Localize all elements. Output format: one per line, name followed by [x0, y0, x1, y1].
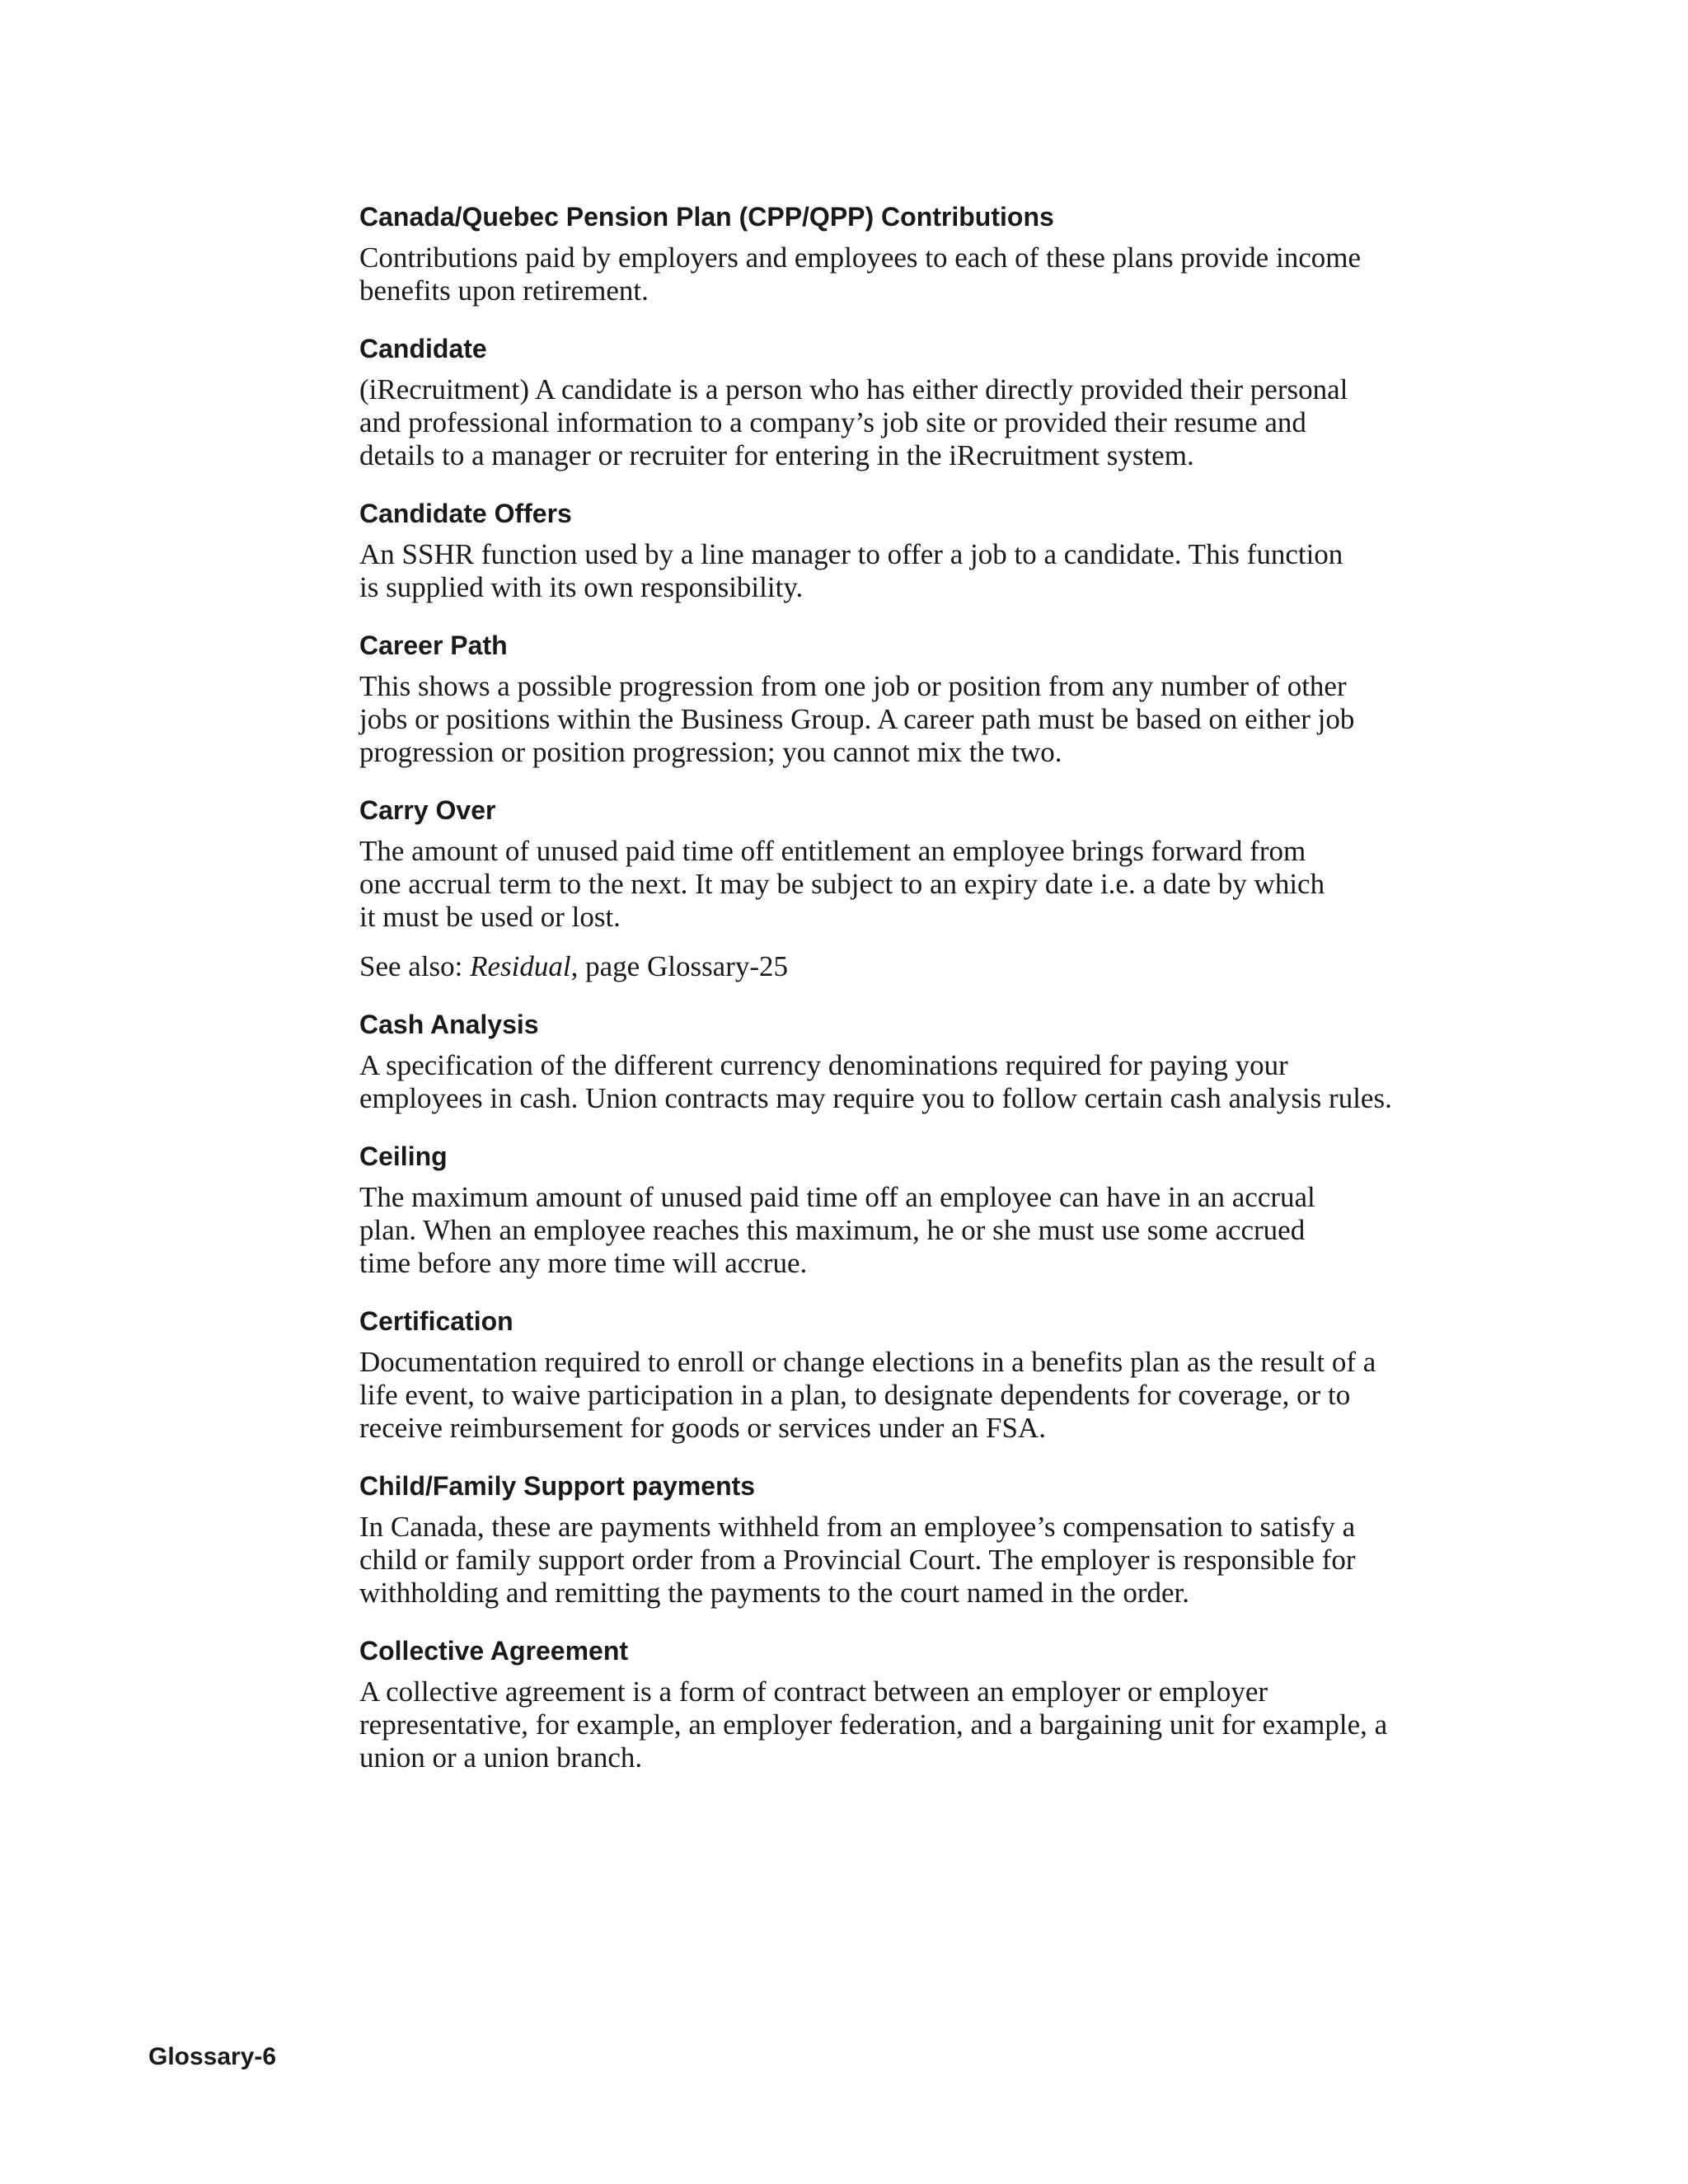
glossary-definition	[359, 538, 1456, 604]
definition-line: is supplied with its own responsibility.	[359, 571, 804, 603]
definition-line: benefits upon retirement.	[359, 274, 649, 307]
glossary-entry-career-path	[359, 629, 1456, 769]
definition-line: progression or position progression; you cannot mix the two.	[359, 736, 1062, 768]
glossary-entry-ceiling	[359, 1140, 1456, 1280]
definition-line: receive reimbursement for goods or services under an FSA.	[359, 1412, 1046, 1444]
glossary-term: Canada/Quebec Pension Plan (CPP/QPP) Contributions	[359, 202, 1054, 232]
see-also-page: , page Glossary-25	[570, 950, 789, 982]
definition-line: (iRecruitment) A candidate is a person who has either directly provided their personal	[359, 373, 1348, 405]
definition-line: A specification of the different currency denominations required for paying your	[359, 1049, 1288, 1081]
definition-line: withholding and remitting the payments to the court named in the order.	[359, 1577, 1190, 1609]
glossary-term: Collective Agreement	[359, 1636, 629, 1666]
glossary-definition	[359, 1675, 1456, 1774]
definition-line: Contributions paid by employers and employees to each of these plans provide income	[359, 241, 1361, 274]
definition-line: A collective agreement is a form of contract between an employer or employer	[359, 1675, 1268, 1708]
definition-line: representative, for example, an employer federation, and a bargaining unit for example, a	[359, 1708, 1388, 1741]
definition-line: An SSHR function used by a line manager to offer a job to a candidate. This function	[359, 538, 1343, 570]
definition-line: jobs or positions within the Business Group. A career path must be based on either job	[359, 703, 1355, 735]
glossary-entry-carry-over	[359, 794, 1456, 983]
glossary-definition	[359, 835, 1456, 934]
glossary-term: Candidate	[359, 334, 487, 363]
definition-line: union or a union branch.	[359, 1741, 643, 1774]
glossary-entry-cpp-qpp	[359, 200, 1456, 307]
definition-line: employees in cash. Union contracts may require you to follow certain cash analysis rules.	[359, 1082, 1392, 1114]
definition-line: time before any more time will accrue.	[359, 1247, 808, 1279]
glossary-definition	[359, 1181, 1456, 1280]
glossary-entry-child-family-support	[359, 1469, 1456, 1610]
definition-line: it must be used or lost.	[359, 901, 621, 933]
definition-line: life event, to waive participation in a plan, to designate dependents for coverage, or to	[359, 1379, 1351, 1411]
glossary-definition	[359, 1049, 1456, 1115]
glossary-definition	[359, 373, 1456, 472]
see-also-prefix: See also:	[359, 950, 471, 982]
glossary-definition	[359, 1346, 1456, 1445]
definition-line: This shows a possible progression from one job or position from any number of other	[359, 670, 1347, 702]
definition-line: In Canada, these are payments withheld from an employee’s compensation to satisfy a	[359, 1511, 1356, 1543]
see-also-link[interactable]: Residual	[470, 950, 571, 982]
glossary-entry-candidate	[359, 332, 1456, 472]
glossary-term: Ceiling	[359, 1141, 448, 1171]
glossary-entry-cash-analysis	[359, 1008, 1456, 1115]
glossary-definition	[359, 670, 1456, 769]
glossary-definition	[359, 1511, 1456, 1610]
definition-line: The amount of unused paid time off entitlement an employee brings forward from	[359, 835, 1306, 867]
definition-line: details to a manager or recruiter for entering in the iRecruitment system.	[359, 439, 1194, 471]
definition-line: plan. When an employee reaches this maximum, he or she must use some accrued	[359, 1214, 1306, 1246]
glossary-definition	[359, 241, 1456, 307]
see-also-reference	[359, 950, 1456, 983]
definition-line: The maximum amount of unused paid time off an employee can have in an accrual	[359, 1181, 1315, 1213]
glossary-term: Candidate Offers	[359, 499, 572, 528]
page-footer-label: Glossary-6	[148, 2043, 277, 2070]
glossary-entry-collective-agreement	[359, 1634, 1456, 1774]
glossary-term: Child/Family Support payments	[359, 1471, 756, 1501]
glossary-content	[359, 200, 1456, 1799]
glossary-entry-certification	[359, 1305, 1456, 1445]
definition-line: child or family support order from a Provincial Court. The employer is responsible for	[359, 1544, 1356, 1576]
glossary-term: Career Path	[359, 630, 508, 660]
definition-line: one accrual term to the next. It may be subject to an expiry date i.e. a date by which	[359, 868, 1325, 900]
definition-line: Documentation required to enroll or change elections in a benefits plan as the result of a	[359, 1346, 1376, 1378]
glossary-term: Cash Analysis	[359, 1010, 539, 1039]
glossary-term: Carry Over	[359, 795, 496, 825]
definition-line: and professional information to a company’s job site or provided their resume and	[359, 406, 1306, 438]
glossary-term: Certification	[359, 1306, 513, 1336]
glossary-entry-candidate-offers	[359, 497, 1456, 604]
